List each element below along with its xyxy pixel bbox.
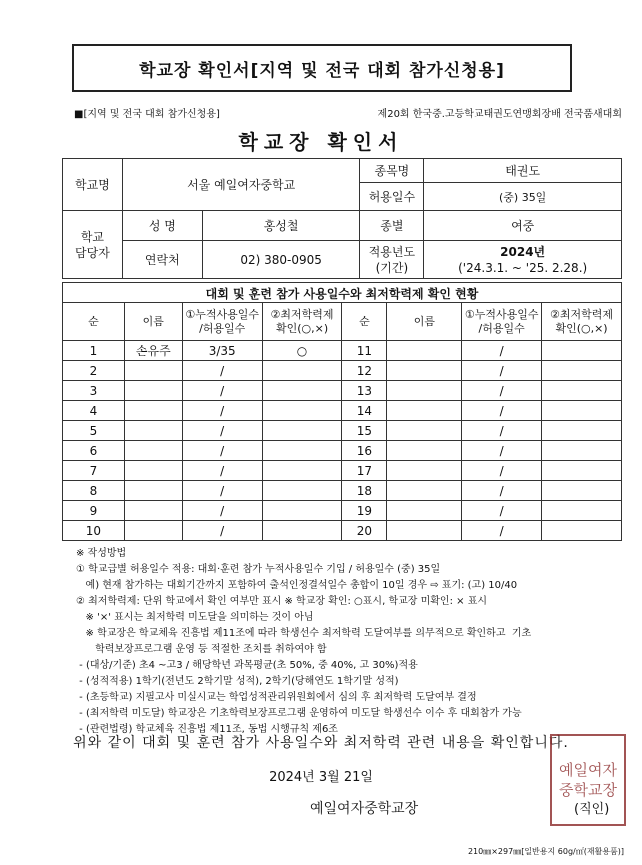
col-acad-left bbox=[262, 303, 342, 341]
cell-no-left: 6 bbox=[63, 441, 125, 461]
cell-acad-right bbox=[542, 441, 622, 461]
col-name-right: 이름 bbox=[387, 303, 462, 341]
col-days-left-1: ①누적사용일수 bbox=[185, 307, 259, 321]
col-days-left bbox=[182, 303, 262, 341]
cell-days-left: / bbox=[182, 421, 262, 441]
header-title: 학교장 확인서[지역 및 전국 대회 참가신청용] bbox=[139, 60, 505, 81]
cell-no-right: 18 bbox=[342, 481, 387, 501]
table-row bbox=[63, 341, 622, 361]
cell-no-right: 16 bbox=[342, 441, 387, 461]
cell-no-left: 9 bbox=[63, 501, 125, 521]
cell-acad-left bbox=[262, 381, 342, 401]
contact-value: 02) 380-0905 bbox=[202, 241, 360, 279]
division-label: 종별 bbox=[360, 211, 424, 241]
cell-name-left bbox=[124, 381, 182, 401]
cell-no-right: 19 bbox=[342, 501, 387, 521]
cell-acad-right bbox=[542, 361, 622, 381]
school-label: 학교명 bbox=[63, 159, 123, 211]
cell-no-left: 4 bbox=[63, 401, 125, 421]
year-label bbox=[360, 241, 424, 279]
cell-acad-left bbox=[262, 361, 342, 381]
document-title: 학교장 확인서 bbox=[238, 130, 404, 154]
cell-acad-left bbox=[262, 481, 342, 501]
cell-name-right bbox=[387, 481, 462, 501]
division-value: 여중 bbox=[424, 211, 622, 241]
cell-name-right bbox=[387, 401, 462, 421]
name-label: 성 명 bbox=[122, 211, 202, 241]
cell-days-right: / bbox=[462, 381, 542, 401]
cell-no-right: 12 bbox=[342, 361, 387, 381]
table-row bbox=[63, 381, 622, 401]
cell-acad-right bbox=[542, 401, 622, 421]
table-row bbox=[63, 361, 622, 381]
cell-no-left: 2 bbox=[63, 361, 125, 381]
instructions-notes bbox=[76, 546, 531, 738]
cell-days-left: / bbox=[182, 521, 262, 541]
cell-days-left: / bbox=[182, 361, 262, 381]
header-title-box bbox=[72, 44, 572, 92]
cell-days-right: / bbox=[462, 361, 542, 381]
cell-name-right bbox=[387, 461, 462, 481]
table-row bbox=[63, 521, 622, 541]
cell-acad-left bbox=[262, 421, 342, 441]
cell-name-right bbox=[387, 381, 462, 401]
confirmation-statement: 위와 같이 대회 및 훈련 참가 사용일수와 최저학력 관련 내용을 확인합니다. bbox=[73, 735, 569, 751]
col-acad-left-1: ②최저학력제 bbox=[270, 307, 334, 321]
cell-acad-left bbox=[262, 501, 342, 521]
cell-name-left bbox=[124, 501, 182, 521]
note-line: - (성적적용) 1학기(전년도 2학기말 성적), 2학기(당해연도 1학기말 성적) bbox=[76, 676, 399, 687]
cell-days-right: / bbox=[462, 501, 542, 521]
cell-name-right bbox=[387, 341, 462, 361]
cell-acad-left bbox=[262, 521, 342, 541]
cell-acad-right bbox=[542, 521, 622, 541]
event-label: 종목명 bbox=[360, 159, 424, 183]
cell-no-left: 10 bbox=[63, 521, 125, 541]
principal-name: 예일여자중학교장 bbox=[310, 801, 419, 817]
cell-no-right: 20 bbox=[342, 521, 387, 541]
cell-name-left bbox=[124, 361, 182, 381]
cell-days-right: / bbox=[462, 521, 542, 541]
cell-name-right bbox=[387, 441, 462, 461]
col-acad-right-2: 확인(○,×) bbox=[555, 321, 608, 335]
cell-acad-left bbox=[262, 441, 342, 461]
allowed-days-label: 허용일수 bbox=[360, 183, 424, 211]
note-line: ※ 작성방법 bbox=[76, 548, 127, 559]
cell-days-right: / bbox=[462, 341, 542, 361]
cell-acad-right bbox=[542, 461, 622, 481]
col-no-right: 순 bbox=[342, 303, 387, 341]
col-no-left: 순 bbox=[63, 303, 125, 341]
cell-name-right bbox=[387, 421, 462, 441]
year-value bbox=[424, 241, 622, 279]
cell-no-right: 14 bbox=[342, 401, 387, 421]
manager-label-line1: 학교 bbox=[80, 229, 105, 244]
note-line: ※ '×' 표시는 최저학력 미도달을 의미하는 것이 아님 bbox=[76, 612, 314, 623]
summary-title: 대회 및 훈련 참가 사용일수와 최저학력제 확인 현황 bbox=[62, 282, 622, 302]
form-type-label: ■[지역 및 전국 대회 참가신청용] bbox=[74, 109, 220, 120]
note-line: 예) 현재 참가하는 대회기간까지 포함하여 출석인정결석일수 총합이 10일 경우 ⇨ 표기: (고) 10/40 bbox=[76, 580, 518, 591]
cell-days-left: 3/35 bbox=[182, 341, 262, 361]
cell-name-right bbox=[387, 521, 462, 541]
cell-name-left bbox=[124, 441, 182, 461]
table-row bbox=[63, 401, 622, 421]
period-value: ('24.3.1. ~ '25. 2.28.) bbox=[458, 260, 588, 275]
cell-acad-right bbox=[542, 421, 622, 441]
cell-no-left: 5 bbox=[63, 421, 125, 441]
cell-days-right: / bbox=[462, 441, 542, 461]
manager-label-line2: 담당자 bbox=[75, 245, 110, 260]
name-value: 홍성철 bbox=[202, 211, 360, 241]
cell-days-right: / bbox=[462, 421, 542, 441]
cell-acad-right bbox=[542, 481, 622, 501]
col-days-right-2: /허용일수 bbox=[478, 321, 525, 335]
cell-no-left: 3 bbox=[63, 381, 125, 401]
cell-name-left bbox=[124, 461, 182, 481]
col-acad-left-2: 확인(○,×) bbox=[275, 321, 329, 335]
official-seal: 예일여자중학교장 bbox=[550, 734, 626, 826]
note-line: 학력보장프로그램 운영 등 적절한 조치를 취하여야 함 bbox=[76, 644, 327, 655]
table-row bbox=[63, 481, 622, 501]
cell-days-left: / bbox=[182, 441, 262, 461]
col-days-right bbox=[462, 303, 542, 341]
cell-no-right: 17 bbox=[342, 461, 387, 481]
seal-label: (직인) bbox=[574, 802, 610, 817]
cell-acad-left: ○ bbox=[262, 341, 342, 361]
manager-label bbox=[63, 211, 123, 279]
cell-name-left bbox=[124, 401, 182, 421]
cell-acad-right bbox=[542, 501, 622, 521]
cell-days-left: / bbox=[182, 401, 262, 421]
cell-days-right: / bbox=[462, 461, 542, 481]
cell-no-left: 7 bbox=[63, 461, 125, 481]
table-row bbox=[63, 501, 622, 521]
col-days-left-2: /허용일수 bbox=[199, 321, 246, 335]
competition-name: 제20회 한국중.고등학교태권도연맹회장배 전국품새대회 bbox=[377, 109, 622, 120]
cell-acad-right bbox=[542, 341, 622, 361]
cell-days-left: / bbox=[182, 481, 262, 501]
col-days-right-1: ①누적사용일수 bbox=[464, 307, 539, 321]
allowed-days-value: (중) 35일 bbox=[424, 183, 622, 211]
cell-no-left: 1 bbox=[63, 341, 125, 361]
note-line: - (최저학력 미도달) 학교장은 기초학력보장프로그램 운영하여 미도달 학생선수 이수 후 대회참가 가능 bbox=[76, 708, 522, 719]
note-line: ※ 학교장은 학교체육 진흥법 제11조에 따라 학생선수 최저학력 도달여부를 의무적으로 확인하고 기초 bbox=[76, 628, 532, 639]
col-acad-right-1: ②최저학력제 bbox=[550, 307, 614, 321]
cell-no-right: 11 bbox=[342, 341, 387, 361]
contact-label: 연락처 bbox=[122, 241, 202, 279]
note-line: - (관련법령) 학교체육 진흥법 제11조, 동법 시행규칙 제6조 bbox=[76, 724, 338, 735]
table-row bbox=[63, 461, 622, 481]
confirmation-date: 2024년 3월 21일 bbox=[269, 770, 373, 785]
paper-spec-footer: 210㎜×297㎜[일반용지 60g/㎡(재활용품)] bbox=[467, 847, 624, 856]
note-line: ② 최저학력제: 단위 학교에서 확인 여부만 표시 ※ 학교장 확인: ○표시, 학교장 미확인: × 표시 bbox=[76, 596, 488, 607]
note-line: ① 학교급별 허용일수 적용: 대회·훈련 참가 누적사용일수 기입 / 허용일수 (중) 35일 bbox=[76, 564, 441, 575]
cell-name-left bbox=[124, 481, 182, 501]
year-value-line1: 2024년 bbox=[500, 244, 546, 259]
cell-no-left: 8 bbox=[63, 481, 125, 501]
cell-name-right bbox=[387, 501, 462, 521]
col-name-left: 이름 bbox=[124, 303, 182, 341]
school-name: 서울 예일여자중학교 bbox=[122, 159, 360, 211]
cell-days-right: / bbox=[462, 481, 542, 501]
cell-acad-right bbox=[542, 381, 622, 401]
note-line: - (초등학교) 지필고사 미실시교는 학업성적관리위원회에서 심의 후 최저학력 도달여부 결정 bbox=[76, 692, 477, 703]
note-line: - (대상/기준) 초4 ~고3 / 해당학년 과목평균(초 50%, 중 40%, 고 30%)적용 bbox=[76, 660, 418, 671]
cell-days-left: / bbox=[182, 381, 262, 401]
table-row bbox=[63, 441, 622, 461]
cell-name-right bbox=[387, 361, 462, 381]
table-row bbox=[63, 421, 622, 441]
cell-days-left: / bbox=[182, 501, 262, 521]
participation-table bbox=[62, 302, 622, 541]
cell-name-left bbox=[124, 421, 182, 441]
cell-name-left: 손유주 bbox=[124, 341, 182, 361]
cell-days-left: / bbox=[182, 461, 262, 481]
cell-days-right: / bbox=[462, 401, 542, 421]
cell-no-right: 13 bbox=[342, 381, 387, 401]
cell-name-left bbox=[124, 521, 182, 541]
school-info-table bbox=[62, 158, 622, 279]
cell-no-right: 15 bbox=[342, 421, 387, 441]
cell-acad-left bbox=[262, 401, 342, 421]
year-label-line2: (기간) bbox=[375, 260, 409, 275]
year-label-line1: 적용년도 bbox=[368, 244, 416, 259]
event-value: 태권도 bbox=[424, 159, 622, 183]
cell-acad-left bbox=[262, 461, 342, 481]
col-acad-right bbox=[542, 303, 622, 341]
